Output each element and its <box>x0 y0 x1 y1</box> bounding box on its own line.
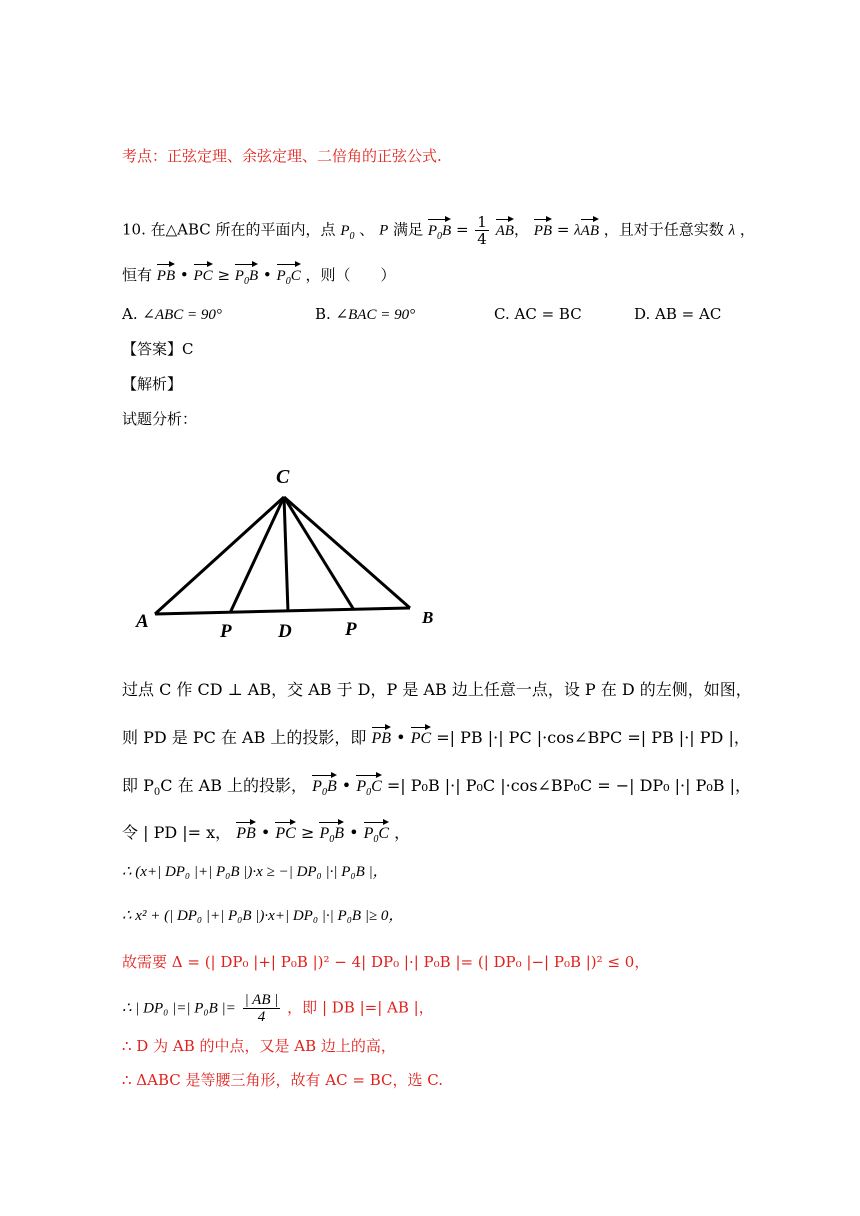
step-6: ∴ x² + (| DP₀ |+| P₀B |)·x+| DP₀ |·| P₀B |≥ 0， <box>122 908 404 924</box>
question-text-e: ， <box>739 220 755 239</box>
option-d: D. AB = AC <box>634 305 722 323</box>
line-cp0 <box>284 497 354 610</box>
label-c: C <box>276 466 290 488</box>
question-text-d: ，且对于任意实数 <box>603 220 724 239</box>
point-p: P <box>379 222 389 239</box>
line-cb <box>284 497 410 608</box>
question-text-c: 满足 <box>393 220 424 239</box>
step-10: ∴ ΔABC 是等腰三角形，故有 AC = BC，选 C. <box>122 1071 443 1089</box>
step-2: 则 PD 是 PC 在 AB 上的投影，即 PB • PC =| PB |·| PC |·cos∠BPC =| PB |·| PD |， <box>122 725 750 749</box>
question-line2-a: 恒有 <box>122 266 153 284</box>
label-p0: P <box>345 619 357 640</box>
analysis-intro: 试题分析： <box>122 410 198 428</box>
line-ac <box>155 497 284 614</box>
question-line-1: 10. 在△ABC 所在的平面内，点 $P_0$ 、 P 满足 $P_0B$ = $\frac{1}{4}$ AB， PB = λAB ，且对于任意实数 λ ， <box>122 213 755 248</box>
step-9: ∴ D 为 AB 的中点，又是 AB 边上的高， <box>122 1037 396 1055</box>
question-number: 10. <box>122 220 146 239</box>
step-3: 即 $P_0C$ 在 AB 上的投影， $P_0B$ • $P_0C$ =| P₀B |·| P₀C |·cos∠BP₀C = −| DP₀ |·| P₀B |， <box>122 773 751 803</box>
question-line2-b: ，则（ ） <box>305 266 396 284</box>
label-p: P <box>220 621 232 642</box>
analysis-label: 【解析】 <box>122 375 183 393</box>
step-7: 故需要 Δ = (| DP₀ |+| P₀B |)² − 4| DP₀ |·| P₀B |= (| DP₀ |−| P₀B |)² ≤ 0， <box>122 953 650 971</box>
label-a: A <box>136 611 149 632</box>
kaodian-text: 考点：正弦定理、余弦定理、二倍角的正弦公式. <box>122 147 442 165</box>
question-text-b: 、 <box>359 220 375 239</box>
fraction-quarter: $\frac{1}{4}$ <box>477 213 487 248</box>
step-8: ∴ | DP₀ |=| P₀B |= $\frac{| AB |}{4}$ ，即 | DB |=| AB |， <box>122 992 434 1025</box>
answer-line: 【答案】C <box>122 340 194 358</box>
option-a: A. ∠ABC = 90° <box>122 305 222 323</box>
step-4: 令 | PD |= x， PB • PC ≥ $P_0B$ • $P_0C$ ， <box>122 820 410 850</box>
question-text-a: 在△ABC 所在的平面内，点 <box>150 220 336 239</box>
vector-ab: AB <box>496 217 514 241</box>
step-1: 过点 C 作 CD ⊥ AB，交 AB 于 D，P 是 AB 边上任意一点，设 P 在 D 的左侧，如图， <box>122 680 752 699</box>
line-ab <box>155 608 410 614</box>
lambda-symbol: λ <box>728 222 736 239</box>
question-line-2: 恒有 PB • PC ≥ $P_0B$ • $P_0C$ ，则（ ） <box>122 262 396 292</box>
vector-pb: PB <box>534 217 552 241</box>
vector-p0b: $P_0B$ <box>428 217 451 247</box>
triangle-lines <box>155 497 410 614</box>
triangle-figure <box>130 455 450 645</box>
line-cp <box>230 497 284 613</box>
option-c: C. AC = BC <box>494 305 582 323</box>
line-cd <box>284 497 288 612</box>
step-5: ∴ (x+| DP₀ |+| P₀B |)·x ≥ −| DP₀ |·| P₀B |， <box>122 864 388 880</box>
option-b: B. ∠BAC = 90° <box>315 305 416 323</box>
label-d: D <box>278 621 292 642</box>
label-b: B <box>422 608 434 627</box>
point-p0: $P_0$ <box>340 222 355 242</box>
kaodian-line <box>122 146 442 166</box>
